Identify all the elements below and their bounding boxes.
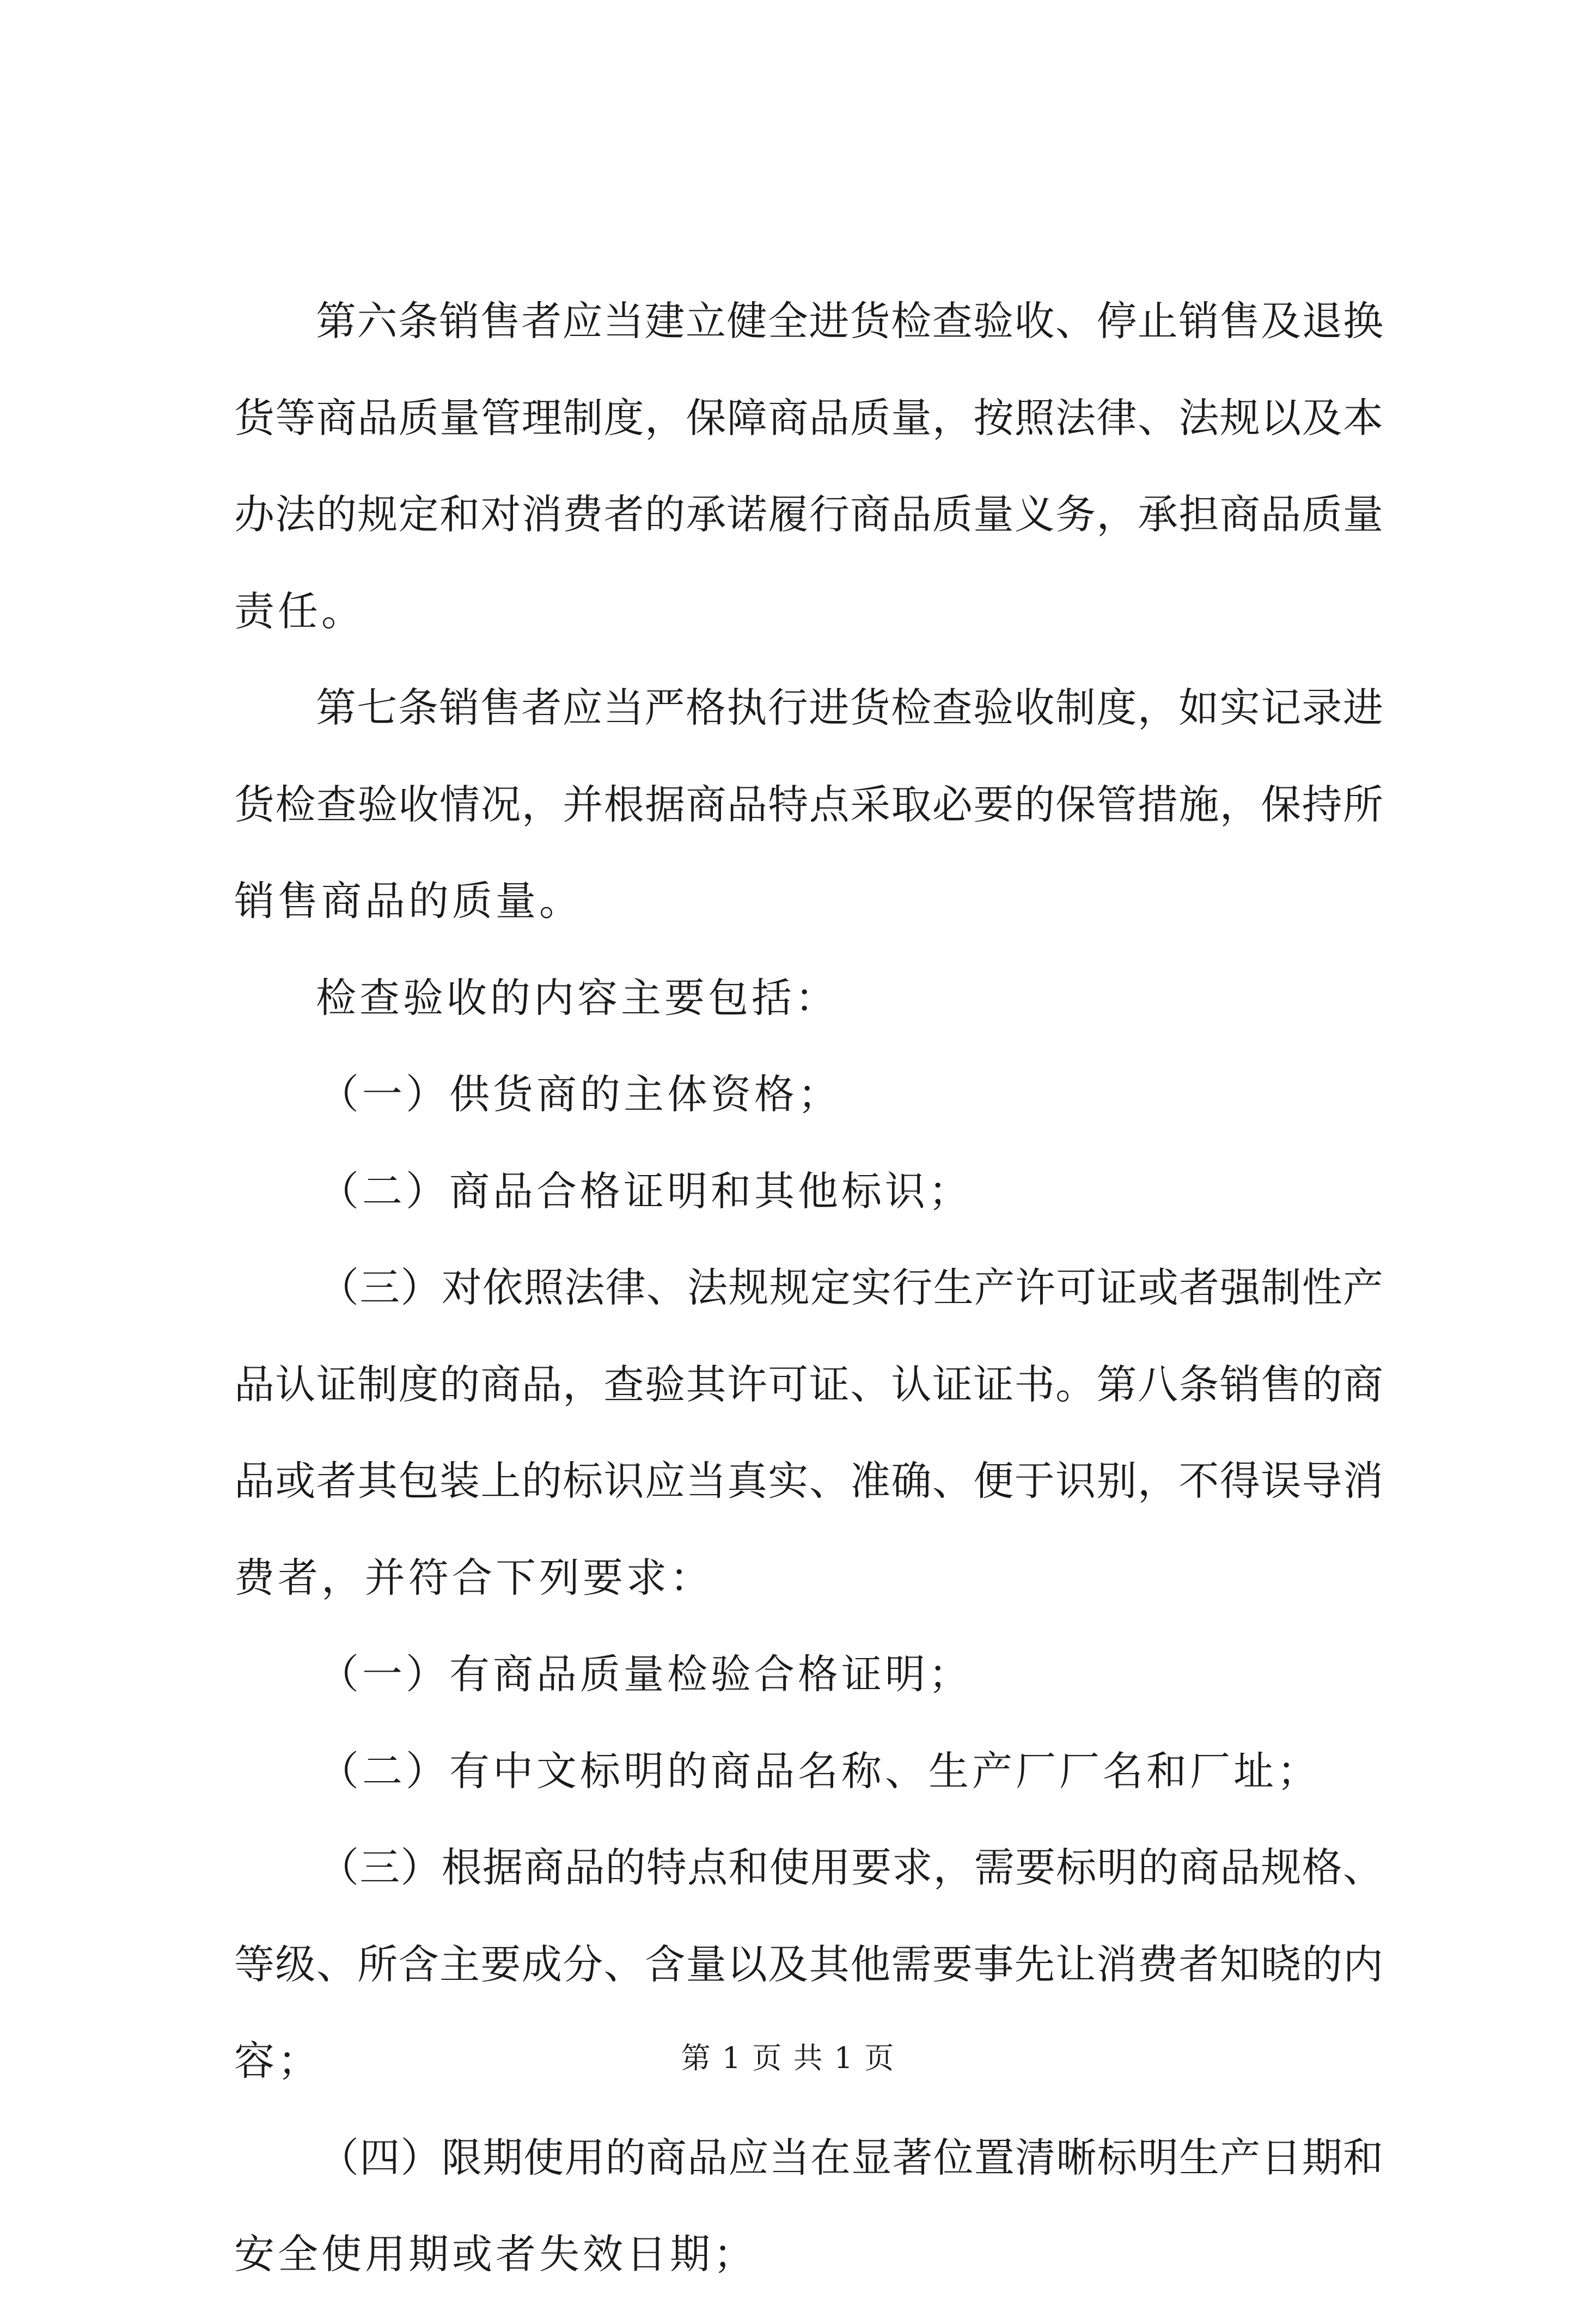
list-item-line: （三）对依照法律、法规规定实行生产许可证或者强制性产 <box>319 1264 1383 1311</box>
paragraph-line: 办法的规定和对消费者的承诺履行商品质量义务，承担商品质量 <box>234 491 1383 538</box>
paragraph-line: 销售商品的质量。 <box>234 878 583 925</box>
paragraph-line: 货检查验收情况，并根据商品特点采取必要的保管措施，保持所 <box>234 781 1383 828</box>
paragraph-line: 安全使用期或者失效日期； <box>234 2231 757 2278</box>
paragraph-line: 品或者其包装上的标识应当真实、准确、便于识别，不得误导消 <box>234 1458 1383 1505</box>
document-body <box>234 294 1383 2324</box>
list-item-line: （一）供货商的主体资格； <box>319 1071 841 1118</box>
list-item-line: （一）有商品质量检验合格证明； <box>319 1651 972 1698</box>
paragraph-line: 容； <box>234 2038 321 2084</box>
list-item-line: （三）根据商品的特点和使用要求，需要标明的商品规格、 <box>319 1844 1383 1891</box>
paragraph-line: 第六条销售者应当建立健全进货检查验收、停止销售及退换 <box>316 298 1383 345</box>
list-item-line: （二）商品合格证明和其他标识； <box>319 1167 972 1215</box>
paragraph-line: 责任。 <box>234 588 365 635</box>
paragraph-line: 货等商品质量管理制度，保障商品质量，按照法律、法规以及本 <box>234 394 1383 442</box>
paragraph-line: 品认证制度的商品，查验其许可证、认证证书。第八条销售的商 <box>234 1361 1383 1408</box>
list-item-line: （二）有中文标明的商品名称、生产厂厂名和厂址； <box>319 1747 1321 1795</box>
paragraph-line: 第七条销售者应当严格执行进货检查验收制度，如实记录进 <box>316 684 1383 731</box>
paragraph-line: 等级、所含主要成分、含量以及其他需要事先让消费者知晓的内 <box>234 1941 1383 1988</box>
page-number-footer: 第 1 页 共 1 页 <box>681 2041 895 2075</box>
list-item-line: （四）限期使用的商品应当在显著位置清晰标明生产日期和 <box>319 2134 1383 2181</box>
paragraph-line: 费者，并符合下列要求： <box>234 1554 713 1601</box>
paragraph-line: 检查验收的内容主要包括： <box>316 974 839 1022</box>
